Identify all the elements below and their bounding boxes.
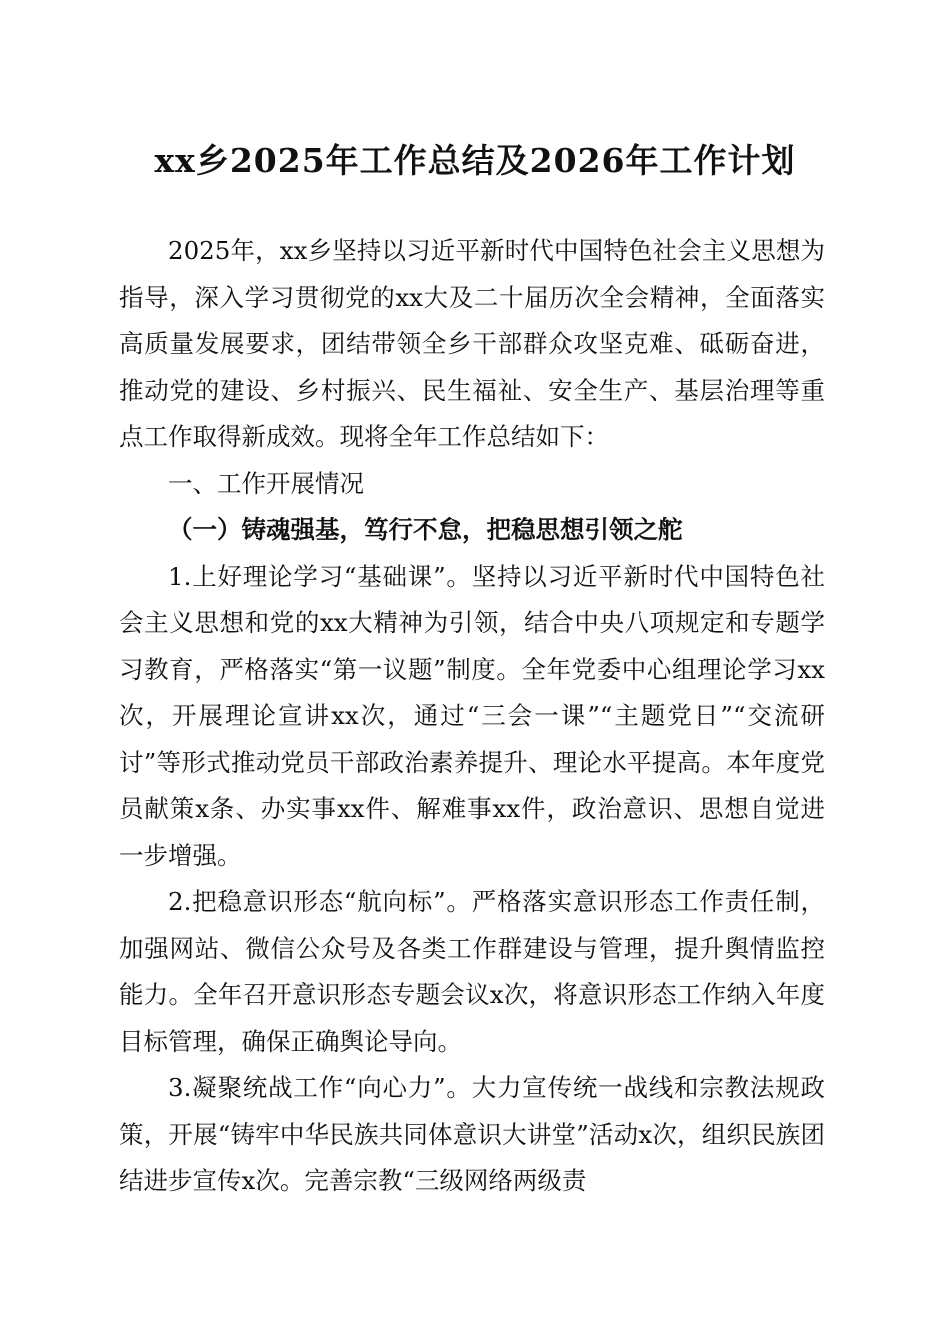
section-heading-1: 一、工作开展情况 [168, 468, 364, 498]
item-paragraph-3: 3.凝聚统战工作“向心力”。大力宣传统一战线和宗教法规政策，开展“铸牢中华民族共同体意识大讲堂”活动x次，组织民族团结进步宣传x次。完善宗教“三级网络两级责 [119, 1073, 825, 1195]
item-paragraph-2: 2.把稳意识形态“航向标”。严格落实意识形态工作责任制，加强网站、微信公众号及各类工作群建设与管理，提升舆情监控能力。全年召开意识形态专题会议x次，将意识形态工作纳入年度目标管理，确保正确舆论导向。 [119, 887, 825, 1056]
document-title: xx乡2025年工作总结及2026年工作计划 [154, 141, 796, 180]
subsection-heading-1: （一）铸魂强基，笃行不怠，把稳思想引领之舵 [168, 515, 683, 544]
document-body [119, 228, 825, 1205]
item-paragraph-1: 1.上好理论学习“基础课”。坚持以习近平新时代中国特色社会主义思想和党的xx大精神为引领，结合中央八项规定和专题学习教育，严格落实“第一议题”制度。全年党委中心组理论学习xx次，开展理论宣讲xx次，通过“三会一课”“主题党日”“交流研讨”等形式推动党员干部政治素养提升、理论水平提高。本年度党员献策x条、办实事xx件、解难事xx件，政治意识、思想自觉进一步增强。 [119, 561, 825, 870]
intro-paragraph: 2025年，xx乡坚持以习近平新时代中国特色社会主义思想为指导，深入学习贯彻党的xx大及二十届历次全会精神，全面落实高质量发展要求，团结带领全乡干部群众攻坚克难、砥砺奋进，推动党的建设、乡村振兴、民生福祉、安全生产、基层治理等重点工作取得新成效。现将全年工作总结如下： [119, 236, 825, 451]
